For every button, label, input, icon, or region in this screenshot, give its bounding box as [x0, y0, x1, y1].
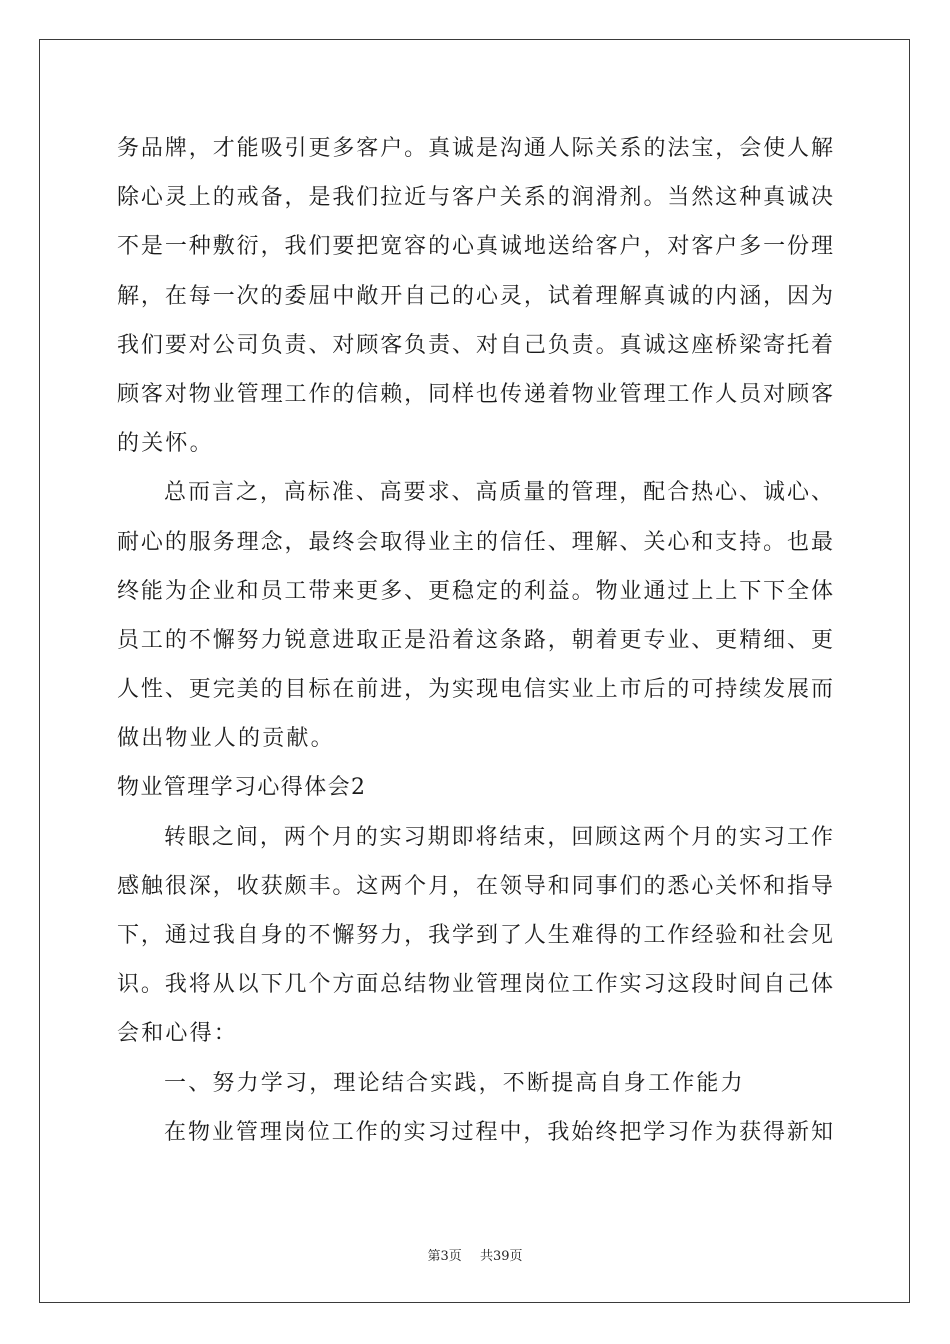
page-footer: [0, 1245, 950, 1264]
paragraph-first-line: 总而言之，高标准、高要求、高质量的管理，配合热心、诚心、: [164, 480, 833, 506]
text-line: 务品牌，才能吸引更多客户。真诚是沟通人际关系的法宝，会使人解: [117, 136, 833, 161]
text-line: 做出物业人的贡献。: [117, 726, 335, 752]
text-line: 会和心得：: [117, 1021, 239, 1047]
paragraph-first-line: 转眼之间，两个月的实习期即将结束，回顾这两个月的实习工作: [164, 824, 833, 850]
text-line: 的关怀。: [117, 431, 214, 457]
text-line: 解，在每一次的委屈中敞开自己的心灵，试着理解真诚的内涵，因为: [117, 283, 833, 309]
text-line: 我们要对公司负责、对顾客负责、对自己负责。真诚这座桥梁寄托着: [117, 332, 833, 358]
page-number: 第3页: [427, 1249, 462, 1264]
text-line: 下，通过我自身的不懈努力，我学到了人生难得的工作经验和社会见: [117, 923, 833, 948]
text-line: 感触很深，收获颇丰。这两个月，在领导和同事们的悉心关怀和指导: [117, 873, 833, 899]
text-line: 耐心的服务理念，最终会取得业主的信任、理解、关心和支持。也最: [117, 529, 833, 555]
subheading: 一、努力学习，理论结合实践，不断提高自身工作能力: [164, 1070, 745, 1096]
text-line: 不是一种敷衍，我们要把宽容的心真诚地送给客户，对客户多一份理: [117, 234, 833, 260]
document-body: [117, 124, 833, 1157]
text-line: 人性、更完美的目标在前进，为实现电信实业上市后的可持续发展而: [117, 677, 833, 703]
text-line: 员工的不懈努力锐意进取正是沿着这条路，朝着更专业、更精细、更: [117, 627, 833, 653]
text-line: 识。我将从以下几个方面总结物业管理岗位工作实习这段时间自己体: [117, 972, 833, 998]
text-line: 终能为企业和员工带来更多、更稳定的利益。物业通过上上下下全体: [117, 578, 833, 604]
page-total: 共39页: [479, 1249, 523, 1264]
section-heading: 物业管理学习心得体会2: [117, 775, 367, 801]
text-line: 顾客对物业管理工作的信赖，同样也传递着物业管理工作人员对顾客: [117, 381, 833, 407]
text-line: 除心灵上的戒备，是我们拉近与客户关系的润滑剂。当然这种真诚决: [117, 185, 833, 211]
paragraph-first-line: 在物业管理岗位工作的实习过程中，我始终把学习作为获得新知: [164, 1119, 833, 1145]
